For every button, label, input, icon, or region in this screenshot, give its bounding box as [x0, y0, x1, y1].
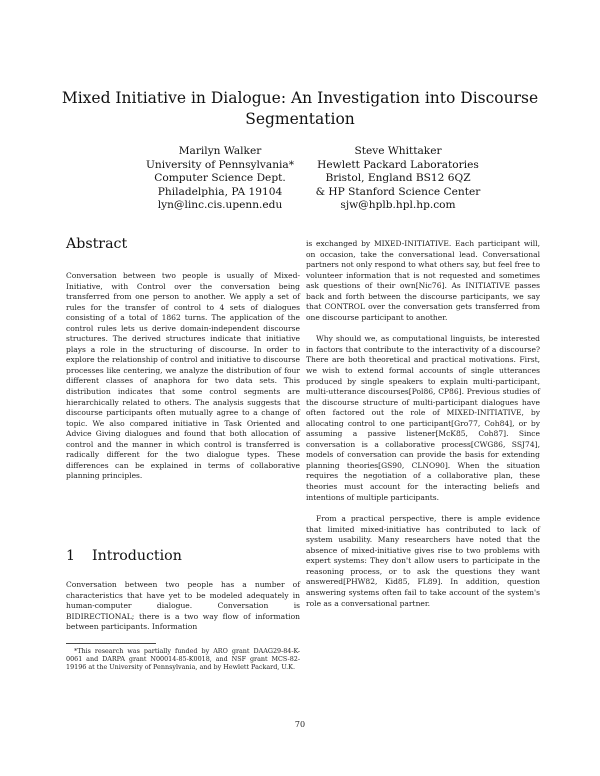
- author-1-department: Computer Science Dept.: [154, 172, 286, 185]
- footnote: [66, 643, 300, 672]
- right-paragraph-3: From a practical perspective, there is ample evidence that limited mixed-initiative has contributed to lack of system usability. Many researchers have noted that the absence of mixed-initiative gives rise to two problems with expert systems: They don't allow users to participate in the reasoning process, or to ask the questions they want answered[PHW82, Kid85, FL89]. In addition, question answering systems often fail to take account of the system's role as a conversational partner.: [306, 514, 540, 608]
- abstract-text: Conversation between two people is usually of Mixed-Initiative, with Control over the conversation being transferred from one person to another. We apply a set of rules for the transfer of control to 4 sets of dialogues consisting of a total of 1862 turns. The application of the control rules lets us derive domain-independent discourse structures. The derived structures indicate that initiative plays a role in the structuring of discourse. In order to explore the relationship of control and initiative to discourse processes like centering, we analyze the distribution of four different classes of anaphora for two data sets. This distribution indicates that some control segments are hierarchically related to others. The analysis suggests that discourse participants often mutually agree to a change of topic. We also compared initiative in Task Oriented and Advice Giving dialogues and found that both allocation of control and the manner in which control is transferred is radically different for the two dialogue types. These differences can be explained in terms of collaborative planning principles.: [66, 271, 300, 481]
- footnote-rule: [66, 643, 156, 644]
- author-1-name: Marilyn Walker: [178, 145, 262, 157]
- author-block: [0, 145, 600, 235]
- author-2: [300, 145, 496, 213]
- left-column: [66, 236, 300, 482]
- right-paragraph-2: Why should we, as computational linguists, be interested in factors that contribute to the interactivity of a discourse? There are both theoretical and practical motivations. First, we wish to extend formal accounts of single utterances produced by single speakers to explain multi-participant, multi-utterance discourses[Pol86, CP86]. Previous studies of the discourse structure of multi-participant dialogues have often factored out the role of MIXED-INITIATIVE, by allocating control to one participant[Gro77, Coh84], or by assuming a passive listener[McK85, Coh87]. Since conversation is a collaborative process[CWG86, SSJ74], models of conversation can provide the basis for extending planning theories[GS90, CLNO90]. When the situation requires the negotiation of a collaborative plan, these theories must account for the interacting beliefs and intentions of multiple participants.: [306, 334, 540, 502]
- author-2-affiliation: Hewlett Packard Laboratories: [317, 158, 479, 171]
- author-1-address: Philadelphia, PA 19104: [157, 185, 283, 198]
- author-2-email: sjw@hplb.hpl.hp.com: [340, 199, 456, 212]
- author-2-name: Steve Whittaker: [354, 145, 442, 157]
- paper-title: Mixed Initiative in Dialogue: An Investigation into Discourse Segmentation: [61, 89, 539, 128]
- section-title: Introduction: [92, 548, 182, 564]
- section-number: 1: [66, 548, 76, 564]
- introduction-paragraph: Conversation between two people has a number of characteristics that have yet to be modeled adequately in human-computer dialogue. Conversation is BIDIRECTIONAL; there is a two way flow of information between participants. Information: [66, 580, 300, 632]
- author-1: [125, 145, 315, 213]
- introduction-body: [66, 580, 300, 633]
- page-number: 70: [294, 720, 306, 729]
- author-2-address: Bristol, England BS12 6QZ: [325, 172, 471, 185]
- abstract-heading: Abstract: [66, 236, 128, 252]
- author-1-email: lyn@linc.cis.upenn.edu: [157, 199, 283, 212]
- right-paragraph-1: is exchanged by MIXED-INITIATIVE. Each participant will, on occasion, take the conversational lead. Conversational partners not only respond to what others say, but feel free to volunteer information that is not requested and sometimes ask questions of their own[Nic76]. As INITIATIVE passes back and forth between the discourse participants, we say that CONTROL over the conversation gets transferred from one discourse participant to another.: [306, 239, 540, 322]
- author-1-affiliation: University of Pennsylvania*: [145, 158, 295, 171]
- right-column: [306, 239, 540, 609]
- footnote-text: *This research was partially funded by ARO grant DAAG29-84-K-0061 and DARPA grant N00014-85-K0018, and NSF grant MCS-82-19196 at the University of Pennsylvania, and by Hewlett Packard, U.K.: [66, 647, 300, 672]
- introduction-heading: [66, 548, 300, 564]
- author-2-secondary-affiliation: & HP Stanford Science Center: [315, 185, 481, 198]
